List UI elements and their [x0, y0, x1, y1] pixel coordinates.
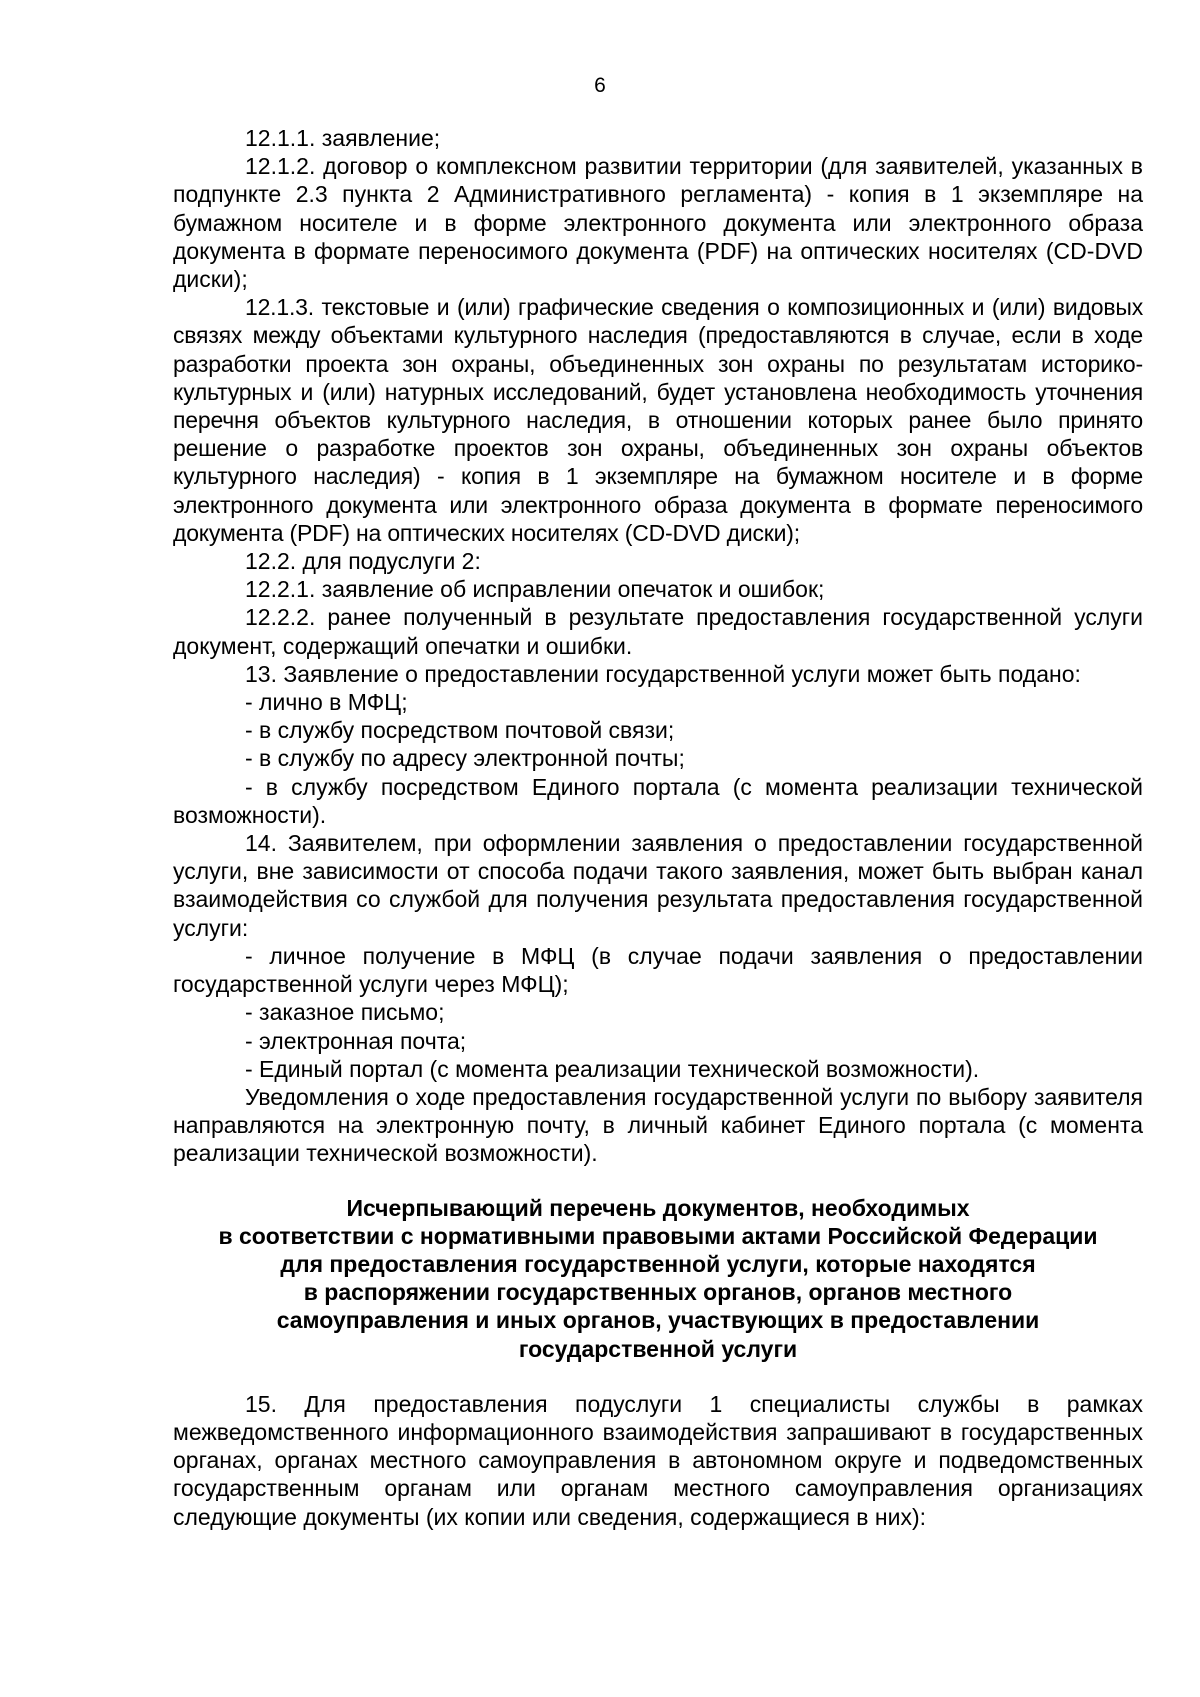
- heading-line: Исчерпывающий перечень документов, необходимых: [346, 1194, 970, 1221]
- document-body: [173, 124, 1143, 1531]
- paragraph-12-2: 12.2. для подуслуги 2:: [245, 548, 481, 575]
- heading-line: в распоряжении государственных органов, органов местного: [303, 1279, 1013, 1306]
- list-item-registered-letter: - заказное письмо;: [245, 999, 445, 1026]
- list-item-mfc: - лично в МФЦ;: [245, 689, 408, 716]
- heading-line: для предоставления государственной услуги, которые находятся: [280, 1250, 1036, 1277]
- paragraph-12-1-1: 12.1.1. заявление;: [245, 125, 441, 151]
- heading-line: самоуправления и иных органов, участвующих в предоставлении: [276, 1307, 1040, 1334]
- heading-line: в соответствии с нормативными правовыми актами Российской Федерации: [218, 1222, 1098, 1249]
- heading-line: государственной услуги: [518, 1335, 798, 1362]
- list-item-email: - в службу по адресу электронной почты;: [245, 745, 685, 772]
- list-item-electronic-mail: - электронная почта;: [245, 1027, 467, 1054]
- paragraph-13: 13. Заявление о предоставлении государственной услуги может быть подано:: [245, 660, 1081, 687]
- list-item-unified-portal: - Единый портал (с момента реализации технической возможности).: [245, 1055, 980, 1082]
- paragraph-14: 14. Заявителем, при оформлении заявления о предоставлении государственной услуги, вне зависимости от способа подачи такого заявления, может быть выбран канал взаимодействия со службой для получения результата предоставления государственной услуги:: [173, 830, 1143, 941]
- paragraph-12-2-1: 12.2.1. заявление об исправлении опечаток и ошибок;: [245, 576, 825, 603]
- list-item-portal: - в службу посредством Единого портала (с момента реализации технической возможности).: [173, 773, 1143, 828]
- paragraph-notifications: Уведомления о ходе предоставления государственной услуги по выбору заявителя направляются на электронную почту, в личный кабинет Единого портала (с момента реализации технической возможности).: [173, 1083, 1143, 1167]
- page-number: 6: [594, 74, 606, 97]
- paragraph-15: 15. Для предоставления подуслуги 1 специалисты службы в рамках межведомственного информационного взаимодействия запрашивают в государственных органах, органах местного самоуправления в автономном округе и подведомственных государственным органам или органам местного самоуправления организациях следующие документы (их копии или сведения, содержащиеся в них):: [173, 1390, 1143, 1530]
- paragraph-12-1-3: 12.1.3. текстовые и (или) графические сведения о композиционных и (или) видовых связях между объектами культурного наследия (предоставляются в случае, если в ходе разработки проекта зон охраны, объединенных зон охраны по результатам историко-культурных и (или) натурных исследований, будет установлена необходимость уточнения перечня объектов культурного наследия, в отношении которых ранее было принято решение о разработке проектов зон охраны, объединенных зон охраны объектов культурного наследия) - копия в 1 экземпляре на бумажном носителе и в форме электронного документа или электронного образа документа в формате переносимого документа (PDF) на оптических носителях (CD-DVD диски);: [173, 294, 1143, 546]
- paragraph-12-2-2: 12.2.2. ранее полученный в результате предоставления государственной услуги документ, содержащий опечатки и ошибки.: [173, 604, 1143, 659]
- list-item-post: - в службу посредством почтовой связи;: [245, 717, 675, 744]
- paragraph-12-1-2: 12.1.2. договор о комплексном развитии территории (для заявителей, указанных в подпункте 2.3 пункта 2 Административного регламента) - копия в 1 экземпляре на бумажном носителе и в форме электронного документа или электронного образа документа в формате переносимого документа (PDF) на оптических носителях (CD-DVD диски);: [173, 153, 1143, 293]
- section-heading: [173, 1194, 1143, 1363]
- list-item-mfc-receipt: - личное получение в МФЦ (в случае подачи заявления о предоставлении государственной услуги через МФЦ);: [173, 942, 1143, 998]
